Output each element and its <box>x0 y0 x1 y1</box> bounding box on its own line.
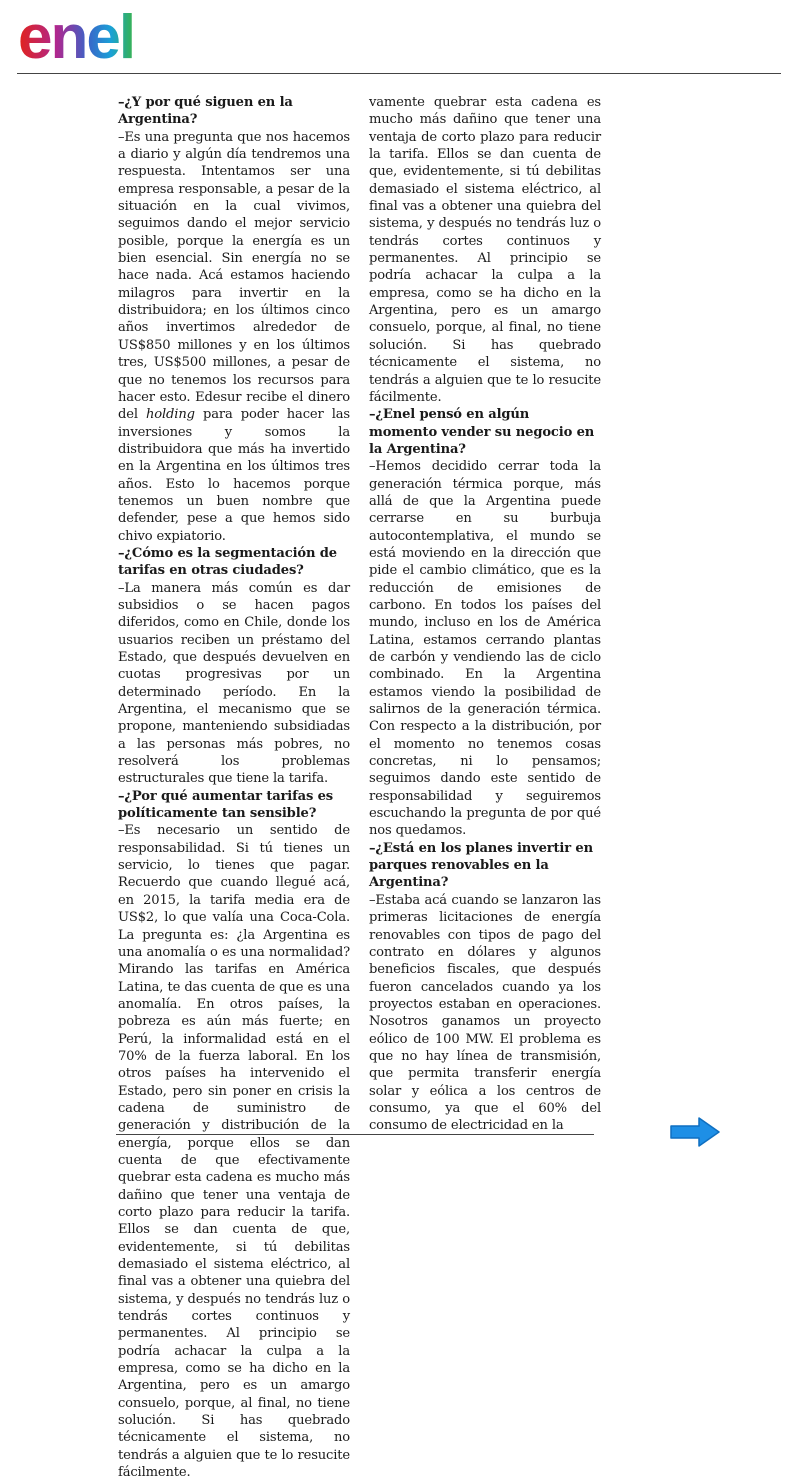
answer-3-continued: vamente quebrar esta cadena es mucho más dañino que tener una ventaja de corto plazo para reducir la tarifa. Ellos se dan cuenta de que, evidentemente, si tú debilitas demasiado el sistema eléctrico, al final vas a obtener una quiebra del sistema, y después no tendrás luz o tendrás cortes continuos y permanentes. Al principio se podría achacar la culpa a la empresa, como se ha dicho en la Argentina, pero es un amargo consuelo, porque, al final, no tiene solución. Si has quebrado técnicamente el sistema, no tendrás a alguien que te lo resucite fácilmente. <box>369 95 601 405</box>
question-3: –¿Por qué aumentar tarifas es políticamente tan sensible? <box>118 788 333 822</box>
arrow-right-icon[interactable] <box>669 1116 721 1148</box>
article-column-left <box>118 94 350 1481</box>
answer-5: –Estaba acá cuando se lanzaron las primeras licitaciones de energía renovables con tipos de pago del contrato en dólares y algunos beneficios fiscales, que después fueron cancelados cuando ya los proyectos estaban en operaciones. Nosotros ganamos un proyecto eólico de 100 MW. El problema es que no hay línea de transmisión, que permita transferir energía solar y eólica a los centros de consumo, ya que el 60% del consumo de electricidad en la <box>369 892 601 1134</box>
answer-3: –Es necesario un sentido de responsabilidad. Si tú tienes un servicio, lo tienes que pagar. Recuerdo que cuando llegué acá, en 2015, la tarifa media era de US$2, lo que valía una Coca-Cola. La pregunta es: ¿la Argentina es una anomalía o es una normalidad? Mirando las tarifas en América Latina, te das cuenta de que es una anomalía. En otros países, la pobreza es aún más fuerte; en Perú, la informalidad está en el 70% de la fuerza laboral. En los otros países ha intervenido el Estado, pero sin poner en crisis la cadena de suministro de generación y distribución de la energía, porque ellos se dan cuenta de que efectivamente quebrar esta cadena es mucho más dañino que tener una ventaja de corto plazo para reducir la tarifa. Ellos se dan cuenta de que, evidentemente, si tú debilitas demasiado el sistema eléctrico, al final vas a obtener una quiebra del sistema, y después no tendrás luz o tendrás cortes continuos y permanentes. Al principio se podría achacar la culpa a la empresa, como se ha dicho en la Argentina, pero es un amargo consuelo, porque, al final, no tiene solución. Si has quebrado técnicamente el sistema, no tendrás a alguien que te lo resucite fácilmente. <box>118 823 350 1481</box>
italic-term: holding <box>146 407 195 423</box>
question-1: –¿Y por qué siguen en la Argentina? <box>118 95 293 128</box>
question-4: –¿Enel pensó en algún momento vender su negocio en la Argentina? <box>369 407 595 457</box>
footer-divider <box>116 1134 594 1135</box>
article-column-right <box>369 94 601 1135</box>
question-5: –¿Está en los planes invertir en parques renovables en la Argentina? <box>369 840 593 891</box>
question-2: –¿Cómo es la segmentación de tarifas en otras ciudades? <box>118 545 337 579</box>
answer-2: –La manera más común es dar subsidios o se hacen pagos diferidos, como en Chile, donde los usuarios reciben un préstamo del Estado, que después devuelven en cuotas progresivas por un determinado período. En la Argentina, el mecanismo que se propone, manteniendo subsidiadas a las personas más pobres, no resolverá los problemas estructurales que tiene la tarifa. <box>118 580 350 787</box>
answer-4: –Hemos decidido cerrar toda la generación térmica porque, más allá de que la Argentina puede cerrarse en su burbuja autocontemplativa, el mundo se está moviendo en la dirección que pide el cambio climático, que es la reducción de emisiones de carbono. En todos los países del mundo, incluso en los de América Latina, estamos cerrando plantas de carbón y vendiendo las de ciclo combinado. En la Argentina estamos viendo la posibilidad de salirnos de la generación térmica. Con respecto a la distribución, por el momento no tenemos cosas concretas, ni lo pensamos; seguimos dando este sentido de responsabilidad y seguiremos escuchando la pregunta de por qué nos quedamos. <box>369 459 601 839</box>
svg-text:enel: enel <box>18 3 135 72</box>
enel-logo <box>18 3 170 72</box>
header-divider <box>17 73 781 74</box>
answer-1: –Es una pregunta que nos hacemos a diario y algún día tendremos una respuesta. Intentamos ser una empresa responsable, a pesar de la situación en la cual vivimos, seguimos dando el mejor servicio posible, porque la energía es un bien esencial. Sin energía no se hace nada. Acá estamos haciendo milagros para invertir en la distribuidora; en los últimos cinco años invertimos alrededor de US$850 millones y en los últimos tres, US$500 millones, a pesar de que no tenemos los recursos para hacer esto. Edesur recibe el dinero del holding para poder hacer las inversiones y somos la distribuidora que más ha invertido en la Argentina en los últimos tres años. Esto lo hacemos porque tenemos un buen nombre que defender, pese a que hemos sido chivo expiatorio. <box>118 129 350 544</box>
